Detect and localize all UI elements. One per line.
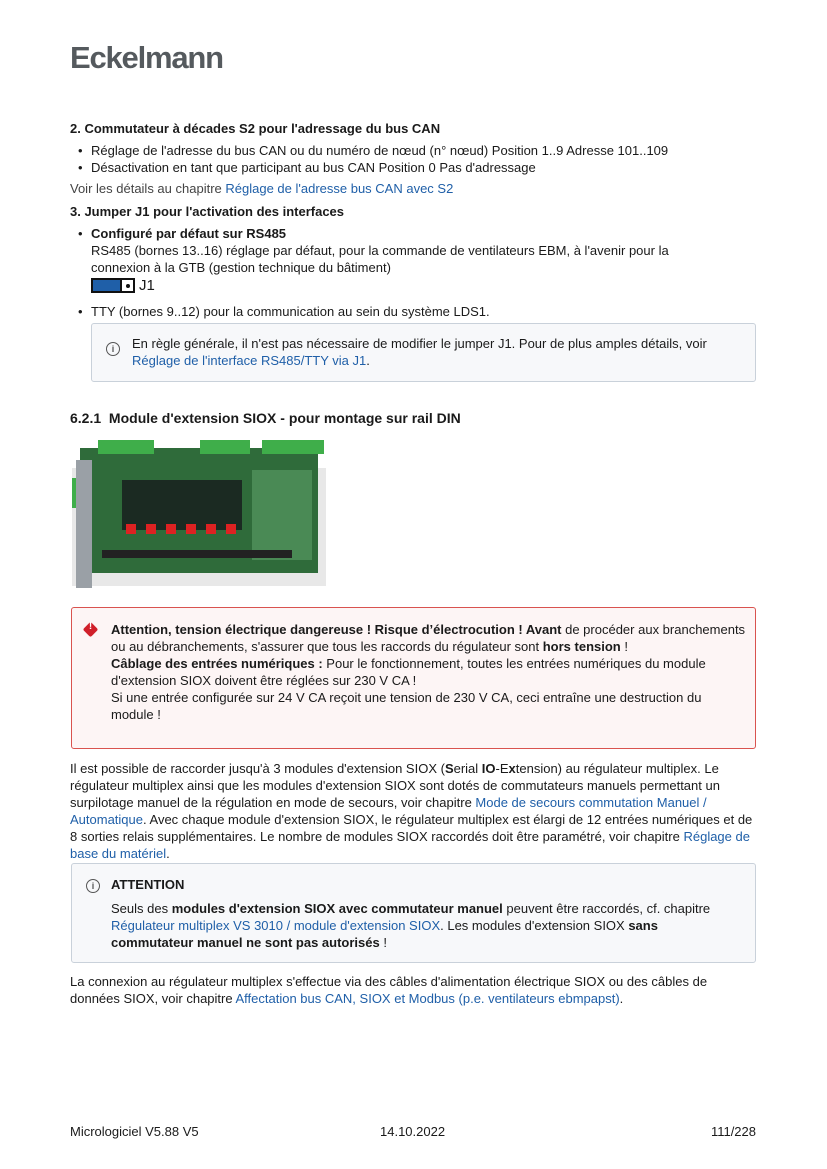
- list-item: • Réglage de l'adresse du bus CAN ou du numéro de nœud (n° nœud) Position 1..9 Adresse 101..109: [78, 143, 669, 158]
- section-heading: 6.2.1 Module d'extension SIOX - pour montage sur rail DIN: [70, 410, 461, 426]
- heading-s3: 3. Jumper J1 pour l'activation des interfaces: [70, 204, 345, 219]
- connection-paragraph: La connexion au régulateur multiplex s'effectue via des câbles d'alimentation électrique SIOX ou des câbles de données SIOX, voir chapitre Affectation bus CAN, SIOX et Modbus (p.e. ventilateurs ebmpapst).: [70, 974, 708, 1006]
- link-vs3010-siox[interactable]: Régulateur multiplex VS 3010 / module d'extension SIOX: [111, 918, 441, 933]
- jumper-diagram: J1: [91, 277, 731, 294]
- link-can-address[interactable]: Réglage de l'adresse bus CAN avec S2: [225, 181, 454, 196]
- see-chapter: Voir les détails au chapitre Réglage de l'adresse bus CAN avec S2: [70, 181, 454, 196]
- link-rs485-tty[interactable]: Réglage de l'interface RS485/TTY via J1: [132, 353, 367, 368]
- info-icon: i: [106, 342, 120, 356]
- list-item: • TTY (bornes 9..12) pour la communication au sein du système LDS1.: [78, 304, 490, 319]
- footer-date: 14.10.2022: [380, 1124, 446, 1139]
- siox-module-photo: [72, 440, 326, 588]
- jumper-icon: [91, 278, 135, 293]
- heading-s2: 2. Commutateur à décades S2 pour l'adressage du bus CAN: [70, 121, 441, 136]
- attention-box: [71, 863, 756, 963]
- siox-paragraph: Il est possible de raccorder jusqu'à 3 modules d'extension SIOX (Serial IO-Extension) au régulateur multiplex. Le régulateur multiplex ainsi que les modules d'extension SIOX sont dotés de commutateurs manuels permettant un surpilotage manuel de la régulation en mode de secours, voir chapitre Mode de secours commutation Manuel / Automatique. Avec chaque module d'extension SIOX, le régulateur multiplex est élargi de 12 entrées numériques et de 8 sorties relais supplémentaires. Le nombre de modules SIOX raccordés doit être paramétré, voir chapitre Réglage de base du matériel.: [70, 761, 753, 861]
- list-item: • Désactivation en tant que participant au bus CAN Position 0 Pas d'adressage: [78, 160, 536, 175]
- link-bus-assignment[interactable]: Affectation bus CAN, SIOX et Modbus (p.e. ventilateurs ebmpapst): [235, 991, 620, 1006]
- warning-text: Attention, tension électrique dangereuse ! Risque d’électrocution ! Avant de procéder aux branchements ou au débranchements, s'assurer que tous les raccords du régulateur sont hors tension ! Câblage des entrées numériques : Pour le fonctionnement, toutes les entrées numériques du module d'extension SIOX doivent être réglées sur 230 V CA ! Si une entrée configurée sur 24 V CA reçoit une tension de 230 V CA, ceci entraîne une destruction du module !: [111, 622, 746, 722]
- note-text: En règle générale, il n'est pas nécessaire de modifier le jumper J1. Pour de plus amples détails, voir Réglage de l'interface RS485/TTY via J1.: [132, 336, 707, 368]
- info-icon: i: [86, 879, 100, 893]
- attention-text: Seuls des modules d'extension SIOX avec commutateur manuel peuvent être raccordés, cf. chapitre Régulateur multiplex VS 3010 / module d'extension SIOX. Les modules d'extension SIOX sans commutateur manuel ne sont pas autorisés !: [111, 901, 711, 950]
- footer-firmware: Micrologiciel V5.88 V5: [70, 1124, 199, 1139]
- s2-bullets: [78, 142, 669, 176]
- link-emergency-mode[interactable]: Mode de secours commutation Manuel / Automatique: [70, 795, 707, 827]
- attention-title: ATTENTION: [111, 877, 185, 892]
- list-item: • Configuré par défaut sur RS485 RS485 (bornes 13..16) réglage par défaut, pour la commande de ventilateurs EBM, à l'avenir pour la connexion à la GTB (gestion technique du bâtiment) J1: [91, 225, 731, 294]
- danger-warning-box: ! Attention, tension électrique dangereuse ! Risque d’électrocution ! Avant de procéder aux branchements ou au débranchements, s'assurer que tous les raccords du régulateur sont hors tension ! Câblage des entrées numériques : Pour le fonctionnement, toutes les entrées numériques du module d'extension SIOX doivent être réglées sur 230 V CA ! Si une entrée configurée sur 24 V CA reçoit une tension de 230 V CA, ceci entraîne une destruction du module !: [71, 607, 756, 749]
- note-box: [91, 323, 756, 382]
- link-hardware-settings[interactable]: Réglage de base du matériel: [70, 829, 750, 861]
- footer-page-number: 111/228: [710, 1124, 756, 1139]
- eckelmann-logo: Eckelmann: [70, 40, 223, 75]
